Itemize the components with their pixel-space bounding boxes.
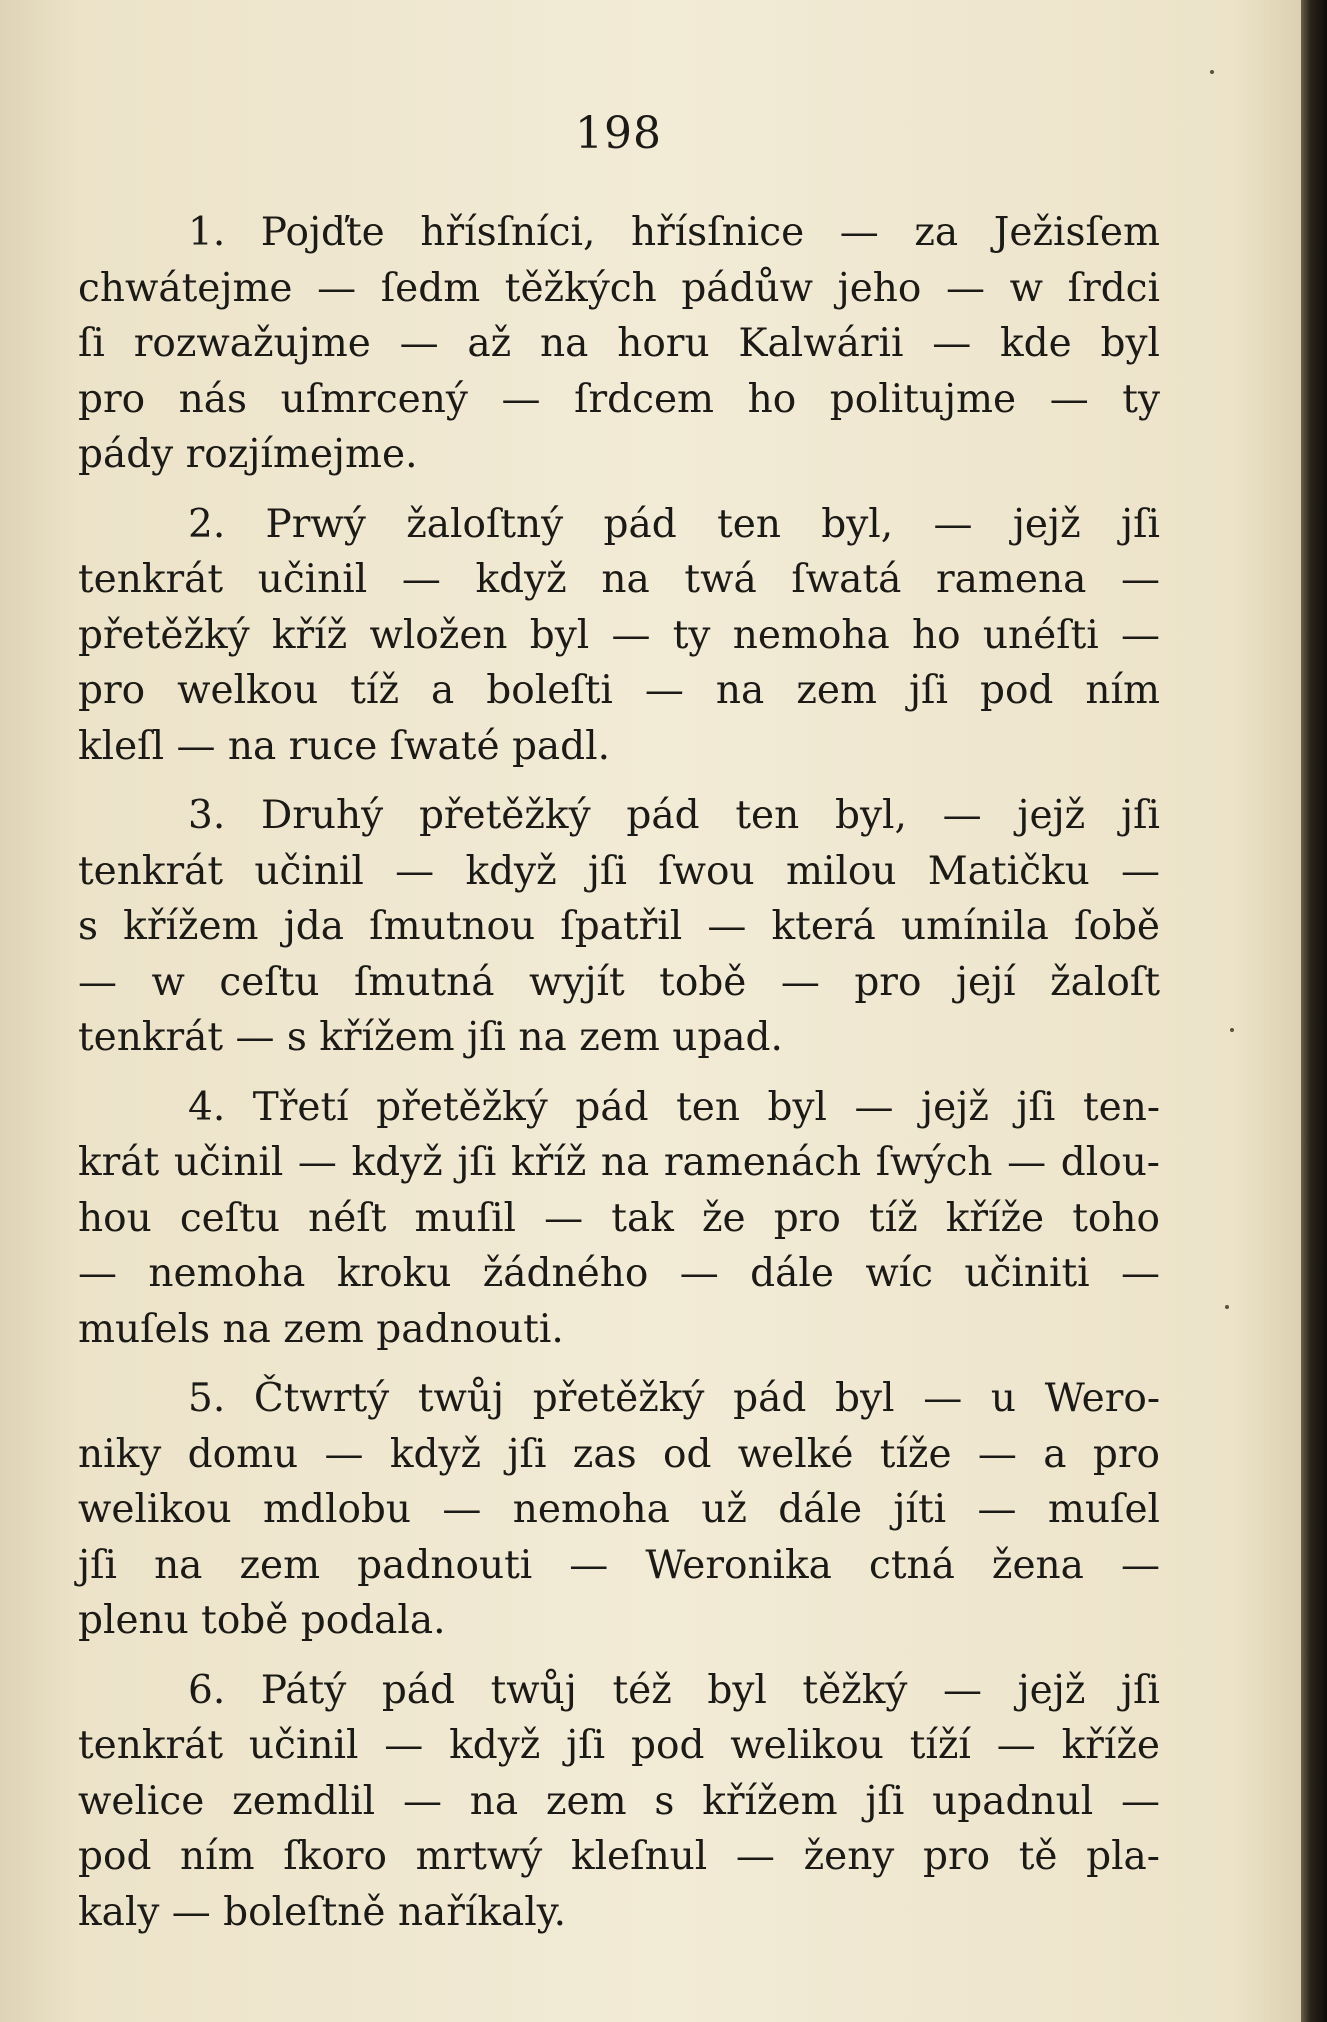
paper-speck <box>1210 70 1214 74</box>
text-line: 5. Čtwrtý twůj přetěžký pád byl — u Wero- <box>188 1376 1160 1421</box>
text-line: plenu tobě podala. <box>78 1598 446 1643</box>
text-line: pod ním ſkoro mrtwý kleſnul — ženy pro tě pla- <box>78 1834 1160 1879</box>
text-line: tenkrát učinil — když na twá ſwatá ramena — <box>78 557 1160 602</box>
text-line: kleſl — na ruce ſwaté padl. <box>78 723 611 769</box>
text-line: přetěžký kříž wložen byl — ty nemoha ho unéſti — <box>78 612 1160 658</box>
text-line: jſi na zem padnouti — Weronika ctná žena — <box>78 1542 1160 1588</box>
stanza-1 <box>78 205 1160 483</box>
text-line: 3. Druhý přetěžký pád ten byl, — jejž jſi <box>188 793 1160 838</box>
text-line: pro nás uſmrcený — ſrdcem ho politujme — ty <box>78 376 1160 422</box>
text-line: ſi rozwažujme — až na horu Kalwárii — kde byl <box>78 321 1160 366</box>
text-line: muſels na zem padnouti. <box>78 1306 564 1352</box>
text-line: kaly — boleſtně naříkaly. <box>78 1889 566 1935</box>
text-line: tenkrát — s křížem jſi na zem upad. <box>78 1015 783 1060</box>
text-line: welikou mdlobu — nemoha už dále jíti — muſel <box>78 1487 1160 1532</box>
text-line: welice zemdlil — na zem s křížem jſi upadnul — <box>78 1778 1160 1824</box>
stanza-3 <box>78 788 1160 1066</box>
text-line: 1. Pojďte hřísſníci, hřísſnice — za Ježisſem <box>188 210 1160 255</box>
page-binding-edge <box>1301 0 1327 2022</box>
stanza-5 <box>78 1371 1160 1649</box>
stanza-6 <box>78 1663 1160 1941</box>
text-line: pro welkou tíž a boleſti — na zem jſi pod ním <box>78 668 1160 713</box>
text-line: hou ceſtu néſt muſil — tak že pro tíž kříže toho <box>78 1195 1160 1241</box>
stanza-4 <box>78 1080 1160 1358</box>
text-line: tenkrát učinil — když jſi ſwou milou Matičku — <box>78 848 1160 894</box>
text-line: 6. Pátý pád twůj též byl těžký — jejž jſi <box>188 1667 1160 1713</box>
text-line: — nemoha kroku žádného — dále wíc učiniti — <box>78 1251 1160 1296</box>
paper-speck <box>1230 1028 1234 1032</box>
stanza-2 <box>78 497 1160 775</box>
text-line: s křížem jda ſmutnou ſpatřil — která umínila ſobě <box>78 904 1160 949</box>
text-line: niky domu — když jſi zas od welké tíže — a pro <box>78 1431 1160 1477</box>
text-line: chwátejme — ſedm těžkých pádůw jeho — w ſrdci <box>78 265 1160 311</box>
text-line: 4. Třetí přetěžký pád ten byl — jejž jſi ten- <box>188 1084 1160 1130</box>
page-number: 198 <box>575 108 662 159</box>
text-column <box>78 205 1160 1954</box>
text-line: 2. Prwý žaloſtný pád ten byl, — jejž jſi <box>188 501 1160 547</box>
text-line: pády rozjímejme. <box>78 432 418 477</box>
paper-speck <box>1225 1305 1229 1309</box>
text-line: tenkrát učinil — když jſi pod welikou tíží — kříže <box>78 1723 1160 1768</box>
text-line: — w ceſtu ſmutná wyjít tobě — pro její žaloſt <box>78 959 1160 1005</box>
text-line: krát učinil — když jſi kříž na ramenách ſwých — dlou- <box>78 1140 1160 1185</box>
